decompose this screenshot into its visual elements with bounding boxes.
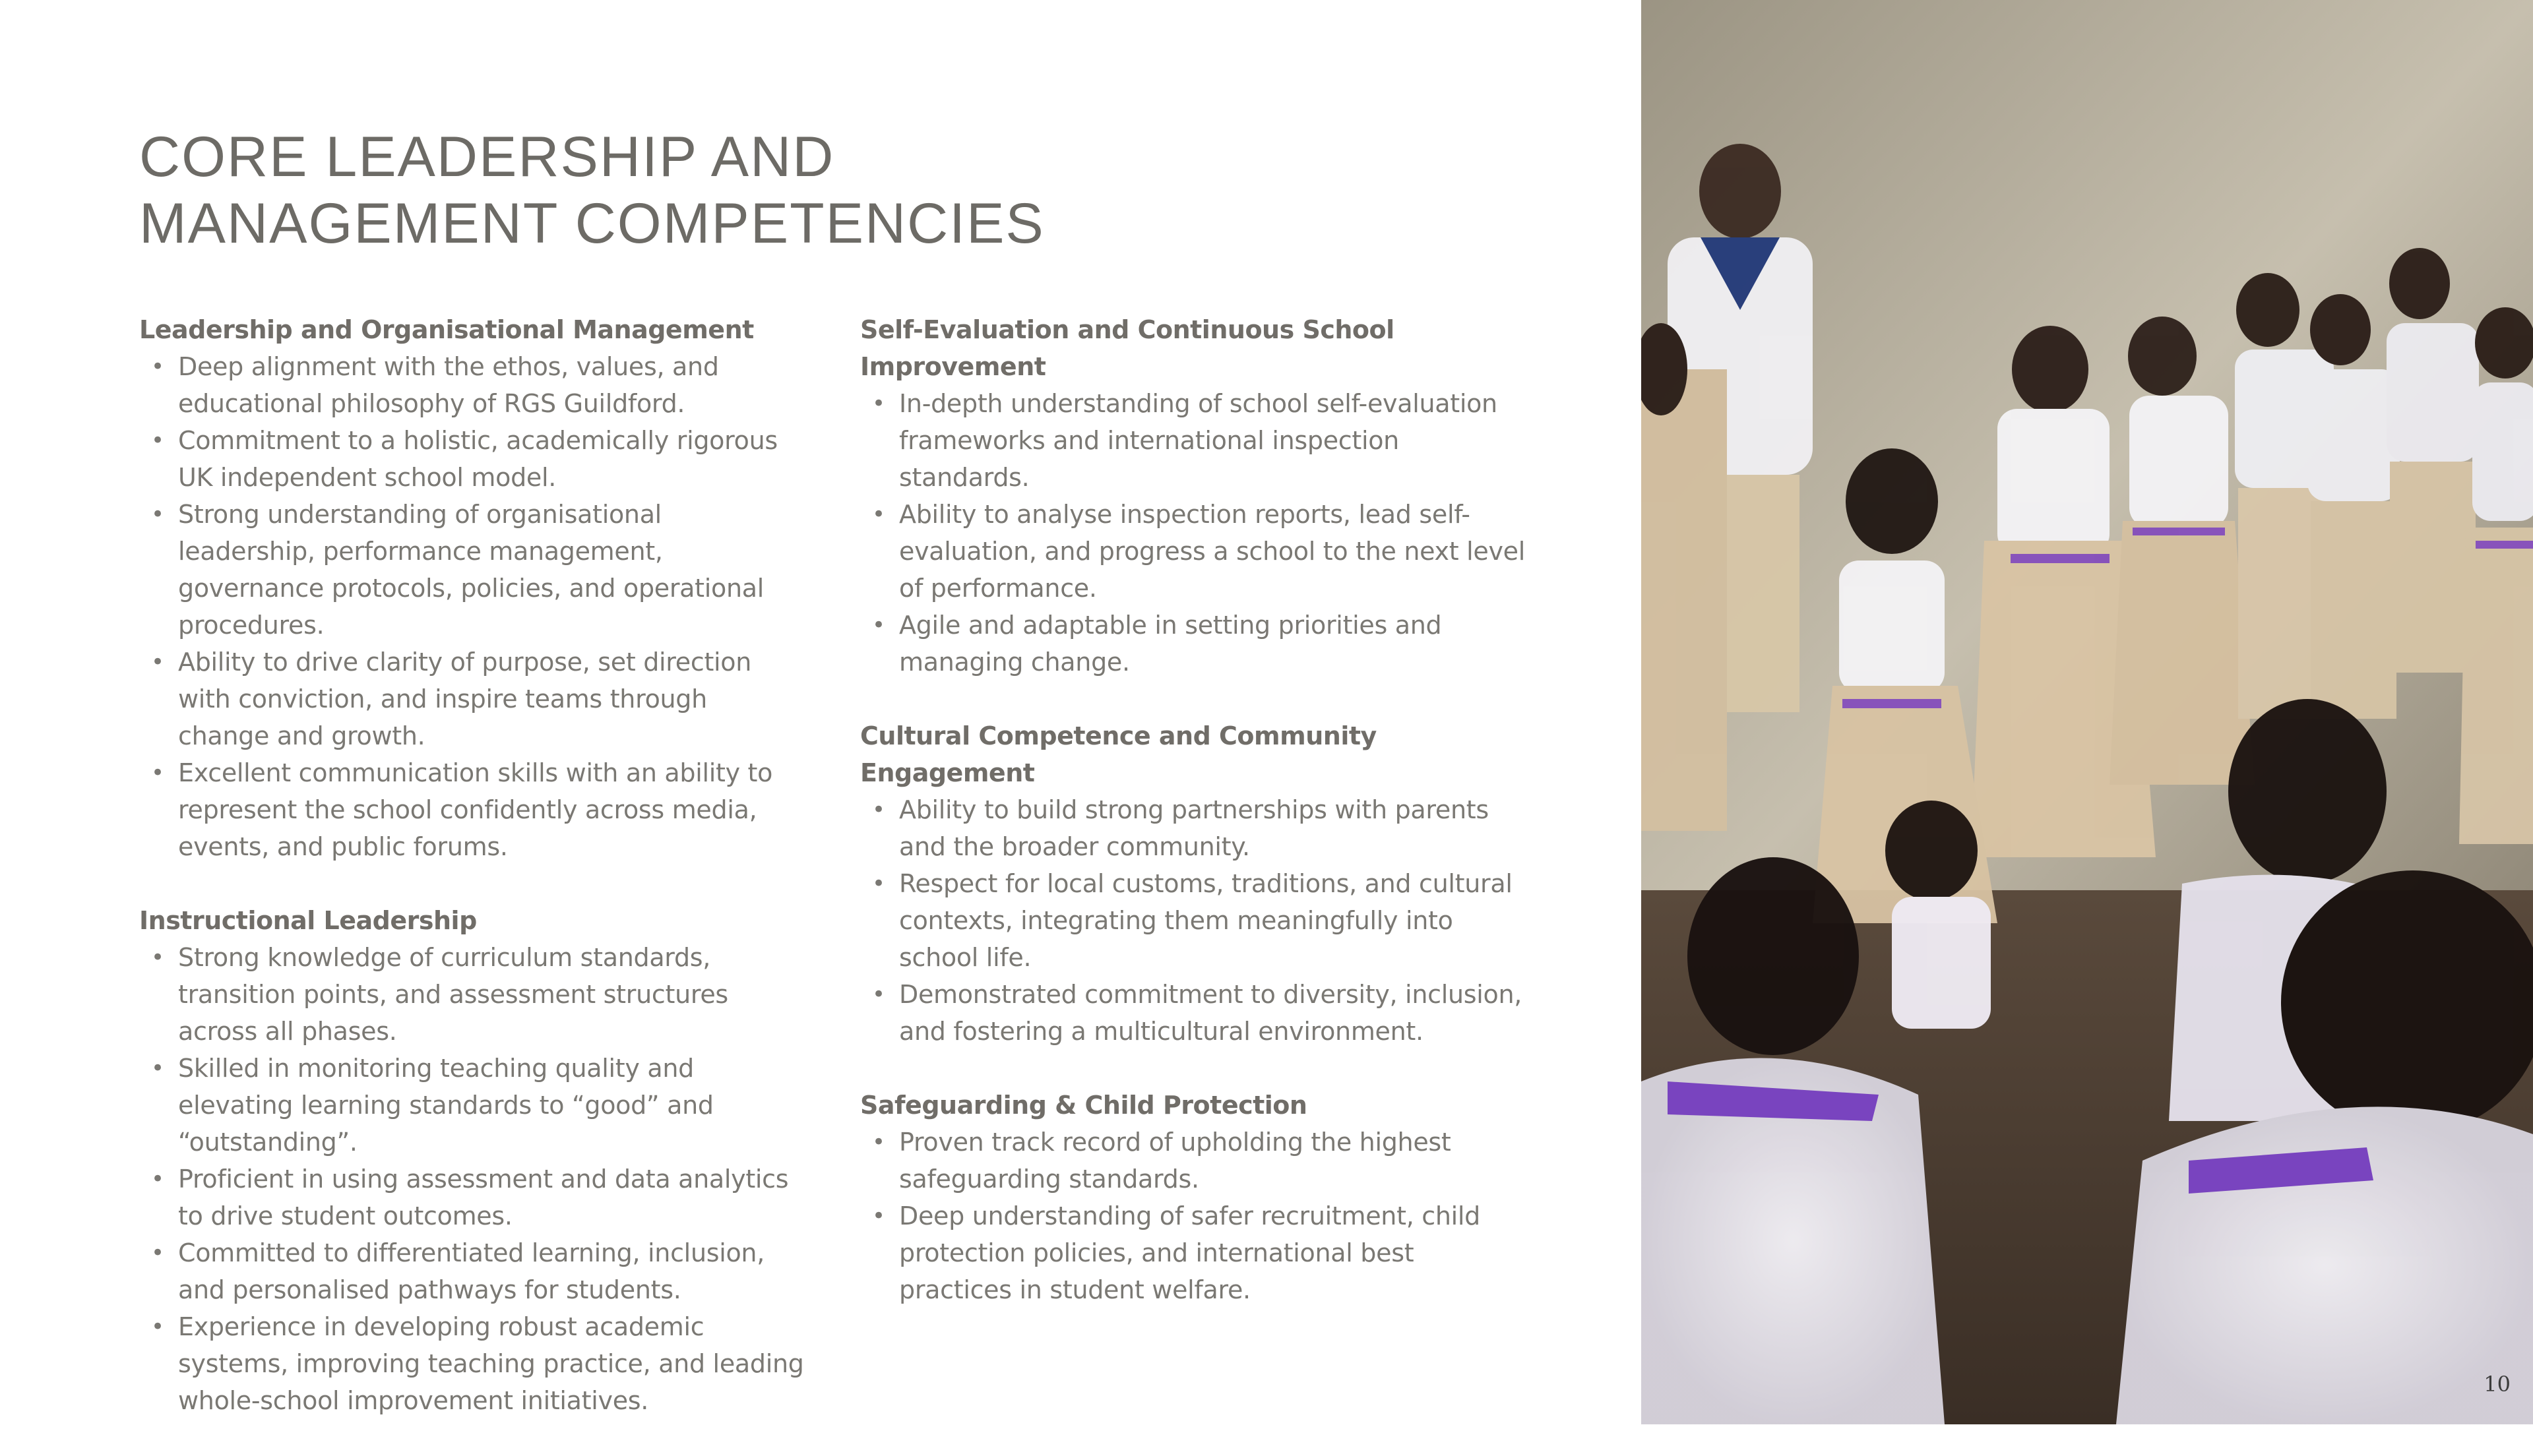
section-self-evaluation bbox=[860, 311, 1526, 681]
bullet-item: • Strong understanding of organisational leadership, performance management, governance protocols, policies, and operational procedures. bbox=[139, 496, 805, 644]
bullet-item: • Proven track record of upholding the highest safeguarding standards. bbox=[860, 1124, 1526, 1198]
bullet-item: • Proficient in using assessment and data analytics to drive student outcomes. bbox=[139, 1161, 805, 1234]
bullet-item: • Deep understanding of safer recruitment, child protection policies, and international best practices in student welfare. bbox=[860, 1198, 1526, 1308]
bullet-item: • Respect for local customs, traditions, and cultural contexts, integrating them meaningfully into school life. bbox=[860, 865, 1526, 976]
bullet-item: • Ability to build strong partnerships with parents and the broader community. bbox=[860, 791, 1526, 865]
bullet-item: • Experience in developing robust academic systems, improving teaching practice, and leading whole-school improvement initiatives. bbox=[139, 1308, 805, 1419]
page-number: 10 bbox=[2484, 1372, 2511, 1397]
section-heading: Instructional Leadership bbox=[139, 906, 477, 935]
section-heading: Leadership and Organisational Management bbox=[139, 315, 754, 344]
bullet-item: • Skilled in monitoring teaching quality and elevating learning standards to “good” and “outstanding”. bbox=[139, 1050, 805, 1161]
section-heading: Safeguarding & Child Protection bbox=[860, 1091, 1307, 1120]
bullet-list bbox=[139, 939, 805, 1419]
bullet-item: • Ability to drive clarity of purpose, set direction with conviction, and inspire teams through change and growth. bbox=[139, 644, 805, 754]
bullet-list bbox=[860, 791, 1526, 1050]
section-heading: Self-Evaluation and Continuous School Improvement bbox=[860, 315, 1394, 381]
section-leadership-organisational-management bbox=[139, 311, 805, 865]
bullet-item: • Commitment to a holistic, academically rigorous UK independent school model. bbox=[139, 422, 805, 496]
bullet-item: • Excellent communication skills with an ability to represent the school confidently across media, events, and public forums. bbox=[139, 754, 805, 865]
section-heading: Cultural Competence and Community Engagement bbox=[860, 721, 1377, 787]
bullet-item: • Deep alignment with the ethos, values, and educational philosophy of RGS Guildford. bbox=[139, 348, 805, 422]
students-photo-illustration bbox=[1641, 0, 2533, 1424]
students-performing-photo bbox=[1641, 0, 2533, 1424]
page-title bbox=[139, 124, 1045, 257]
bullet-item: • Committed to differentiated learning, inclusion, and personalised pathways for students. bbox=[139, 1234, 805, 1308]
section-instructional-leadership bbox=[139, 902, 805, 1419]
bullet-item: • In-depth understanding of school self-evaluation frameworks and international inspection standards. bbox=[860, 385, 1526, 496]
bullet-item: • Strong knowledge of curriculum standards, transition points, and assessment structures across all phases. bbox=[139, 939, 805, 1050]
section-cultural-competence bbox=[860, 717, 1526, 1050]
bullet-item: • Ability to analyse inspection reports, lead self-evaluation, and progress a school to the next level of performance. bbox=[860, 496, 1526, 607]
bullet-list bbox=[139, 348, 805, 865]
page-title-line-1: CORE LEADERSHIP AND bbox=[139, 125, 835, 189]
right-column bbox=[860, 311, 1526, 1345]
left-column bbox=[139, 311, 805, 1456]
bullet-list bbox=[860, 385, 1526, 681]
page-title-line-2: MANAGEMENT COMPETENCIES bbox=[139, 192, 1045, 255]
section-safeguarding bbox=[860, 1087, 1526, 1308]
bullet-list bbox=[860, 1124, 1526, 1308]
bullet-item: • Demonstrated commitment to diversity, inclusion, and fostering a multicultural environment. bbox=[860, 976, 1526, 1050]
bullet-item: • Agile and adaptable in setting priorities and managing change. bbox=[860, 607, 1526, 681]
